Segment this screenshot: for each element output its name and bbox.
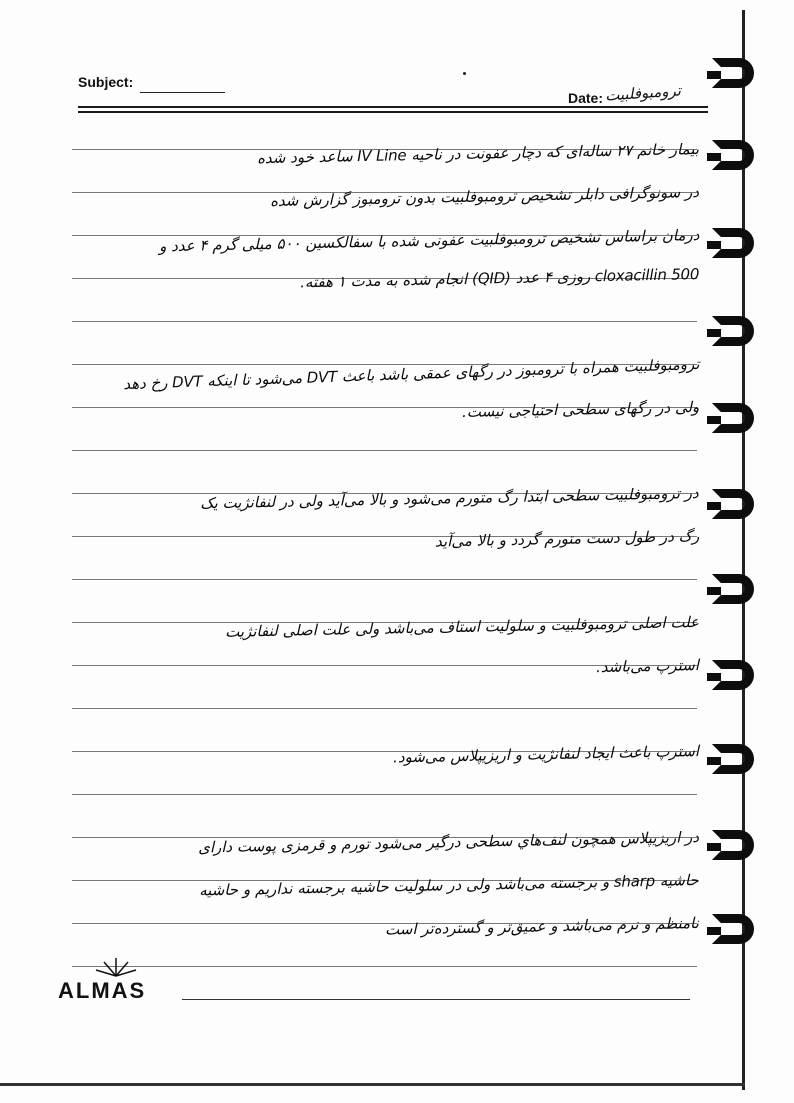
handwritten-line: رگ در طول دست متورم گردد و بالا می‌آید xyxy=(434,527,700,551)
subject-underline xyxy=(140,92,225,93)
sun-rays-logo-icon xyxy=(92,956,140,978)
ruled-line xyxy=(72,708,697,709)
page-bottom-edge xyxy=(0,1083,745,1086)
handwritten-line: علت اصلی ترومبوفلبیت و سلولیت استاف می‌باشد ولی علت اصلی لنفانژیت xyxy=(224,613,700,641)
handwritten-line: حاشیه sharp و برجسته می‌باشد ولی در سلولیت حاشیه برجسته نداریم و حاشیه xyxy=(199,871,700,900)
handwritten-line: در سونوگرافی دابلر تشخیص ترومبوفلبیت بدون ترومبوز گزارش شده xyxy=(269,183,700,210)
spiral-ring-icon xyxy=(712,914,754,944)
spiral-ring-icon xyxy=(712,403,754,433)
handwritten-line: در ترومبوفلبیت سطحی ابتدا رگ متورم می‌شود و بالا می‌آید ولی در لنفانژیت یک xyxy=(200,484,700,513)
handwritten-line: cloxacillin 500 روزی ۴ عدد (QID) انجام شده به مدت ۱ هفته. xyxy=(299,265,700,292)
spiral-ring-icon xyxy=(712,574,754,604)
spiral-ring-icon xyxy=(712,660,754,690)
ruled-line xyxy=(72,966,697,967)
handwritten-line: استرپ می‌باشد. xyxy=(595,656,700,677)
spiral-ring-icon xyxy=(712,316,754,346)
spiral-ring-icon xyxy=(712,489,754,519)
ruled-line xyxy=(72,794,697,795)
spiral-ring-icon xyxy=(712,58,754,88)
ruled-line xyxy=(72,450,697,451)
spiral-ring-icon xyxy=(712,140,754,170)
spiral-ring-icon xyxy=(712,228,754,258)
subject-label: Subject: xyxy=(78,74,134,90)
handwritten-line: نامنظم و نرم می‌باشد و عمیق‌تر و گسترده‌تر است xyxy=(385,914,700,939)
stray-mark xyxy=(463,72,466,75)
ruled-line xyxy=(72,579,697,580)
brand-logo: ALMAS xyxy=(58,978,147,1003)
footer-rule xyxy=(182,999,690,1000)
handwritten-line: در اریزیپلاس همچون لنف‌هاي سطحی درگیر می‌شود تورم و قرمزی پوست دارای xyxy=(197,828,700,857)
handwritten-line: ترومبوفلبیت همراه با ترومبوز در رگهای عمقی باشد باعث DVT می‌شود تا اینکه DVT رخ دهد xyxy=(122,355,700,394)
handwritten-line: بیمار خانم ۲۷ ساله‌ای که دچار عفونت در ناحیه IV Line ساعد خود شده xyxy=(256,140,700,168)
date-label: Date: xyxy=(568,90,604,106)
ruled-line xyxy=(72,321,697,322)
handwritten-line: ولی در رگهای سطحی احتیاجی نیست. xyxy=(461,398,700,421)
header-rule xyxy=(78,106,708,108)
handwritten-line: استرپ باعث ایجاد لنفانژیت و اریزیپلاس می‌شود. xyxy=(392,742,700,767)
date-value-handwritten: ترومبوفلبیت xyxy=(604,81,682,105)
spiral-binding xyxy=(690,0,794,1103)
spiral-ring-icon xyxy=(712,744,754,774)
header-rule xyxy=(78,111,708,113)
spiral-ring-icon xyxy=(712,830,754,860)
handwritten-line: درمان براساس تشخیص ترومبوفلبیت عفونی شده با سفالکسین ۵۰۰ میلی گرم ۴ عدد و xyxy=(158,226,700,256)
